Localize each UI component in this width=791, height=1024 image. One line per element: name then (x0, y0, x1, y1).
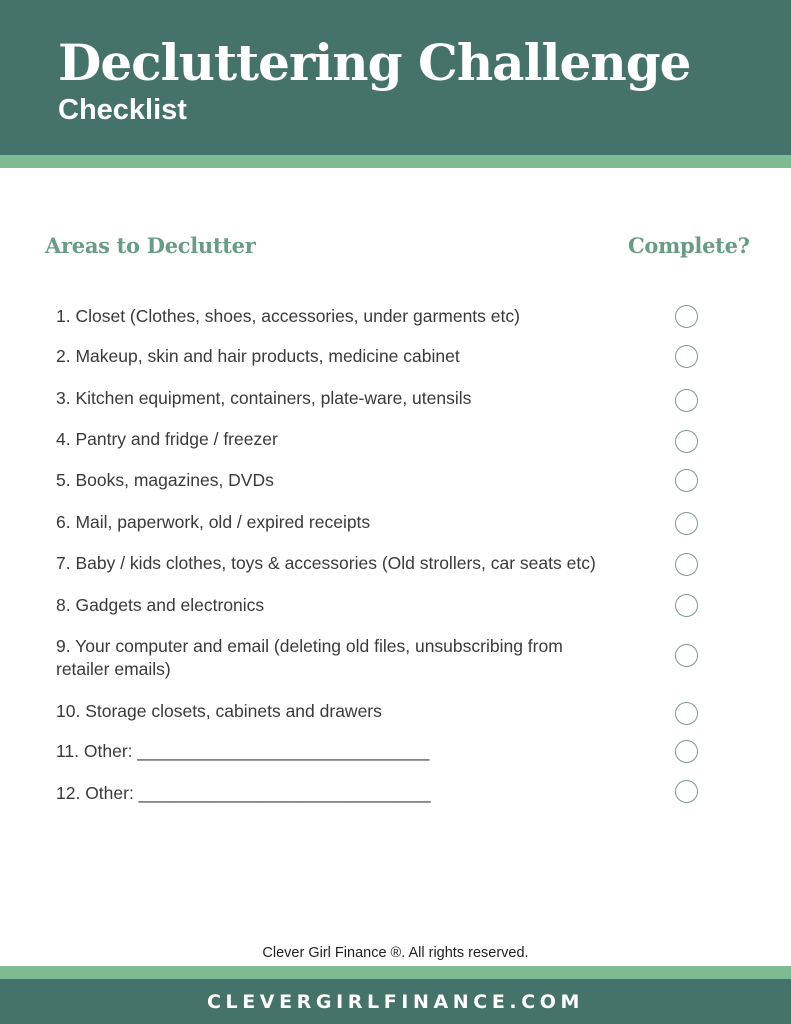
header-accent-stripe (0, 155, 791, 168)
checklist-item-label: 3. Kitchen equipment, containers, plate-ware, utensils (56, 388, 472, 408)
checkbox-circle-icon[interactable] (675, 469, 698, 492)
checklist-item-label: 1. Closet (Clothes, shoes, accessories, under garments etc) (56, 306, 520, 326)
checkbox-circle-icon[interactable] (675, 305, 698, 328)
checklist-item-label: 7. Baby / kids clothes, toys & accessories (Old strollers, car seats etc) (56, 553, 596, 573)
checklist-item-label: 6. Mail, paperwork, old / expired receipts (56, 512, 371, 532)
checkbox-circle-icon[interactable] (675, 512, 698, 535)
page-title: Decluttering Challenge (58, 33, 691, 92)
checkbox-circle-icon[interactable] (675, 594, 698, 617)
checklist-item-label: 4. Pantry and fridge / freezer (56, 429, 278, 449)
checkbox-circle-icon[interactable] (675, 553, 698, 576)
checklist-item-label: 10. Storage closets, cabinets and drawers (56, 701, 382, 721)
checklist-item-label: 2. Makeup, skin and hair products, medicine cabinet (56, 346, 460, 366)
checkbox-circle-icon[interactable] (675, 430, 698, 453)
checkbox-circle-icon[interactable] (675, 780, 698, 803)
checklist-item-label: 8. Gadgets and electronics (56, 595, 265, 615)
footer-website-url: CLEVERGIRLFINANCE.COM (206, 991, 585, 1013)
checkbox-circle-icon[interactable] (675, 702, 698, 725)
checkbox-circle-icon[interactable] (675, 644, 698, 667)
checkbox-circle-icon[interactable] (675, 345, 698, 368)
checkbox-circle-icon[interactable] (675, 389, 698, 412)
page-subtitle: Checklist (58, 94, 187, 126)
copyright-notice: Clever Girl Finance ®. All rights reserved. (262, 945, 529, 961)
checklist-item-label: 12. Other: ______________________________ (56, 783, 431, 803)
footer-accent-stripe (0, 966, 791, 979)
column-heading-areas: Areas to Declutter (45, 233, 256, 258)
checklist-item-label: 9. Your computer and email (deleting old files, unsubscribing from retailer emails) (56, 636, 563, 679)
checklist-item-label: 11. Other: ______________________________ (56, 741, 430, 761)
column-heading-complete: Complete? (628, 233, 750, 258)
checkbox-circle-icon[interactable] (675, 740, 698, 763)
checklist-item-label: 5. Books, magazines, DVDs (56, 470, 274, 490)
